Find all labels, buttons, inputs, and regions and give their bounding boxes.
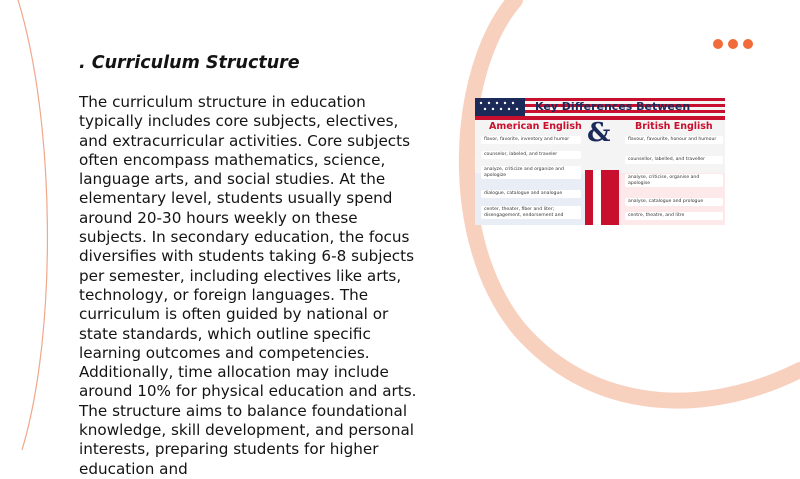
english-differences-image <box>475 98 725 225</box>
american-row: counselor, labeled, and traveler <box>481 151 581 159</box>
british-row: analyse, catalogue and prologue <box>625 198 723 206</box>
american-row: flavor, favorite, inventory and humor <box>481 136 581 144</box>
british-english-heading: British English <box>635 121 713 132</box>
american-english-heading: American English <box>489 121 582 132</box>
left-thin-arc <box>18 0 47 450</box>
dot-icon <box>728 39 738 49</box>
british-row: flavour, favourite, honour and humour <box>625 136 723 144</box>
british-row: centre, theatre, and litre <box>625 212 723 220</box>
british-row: counsellor, labelled, and traveller <box>625 156 723 164</box>
ampersand: & <box>587 118 611 148</box>
american-row: center, theater, fiber and liter; disengagement, endorsement and <box>481 206 581 219</box>
dot-icon <box>713 39 723 49</box>
american-row: dialogue, catalogue and analogue <box>481 190 581 198</box>
figure-title: Key Differences Between <box>535 100 691 113</box>
british-row: analyse, criticise, organise and apologise <box>625 174 723 187</box>
menu-dots[interactable] <box>713 39 753 49</box>
slide-body-text: The curriculum structure in education typically includes core subjects, electives, and extracurricular activities. Core subjects often encompass mathematics, science, language arts, and social studies. At the elementary level, students usually spend around 20-30 hours weekly on these subjects. In secondary education, the focus diversifies with students taking 6-8 subjects per semester, including electives like arts, technology, or foreign languages. The curriculum is often guided by national or state standards, which outline specific learning outcomes and competencies. Additionally, time allocation may include around 10% for physical education and arts. The structure aims to balance foundational knowledge, skill development, and personal interests, preparing students for higher education and <box>79 93 417 478</box>
dot-icon <box>743 39 753 49</box>
slide-title: . Curriculum Structure <box>79 53 300 73</box>
american-row: analyze, criticize and organize and apologize <box>481 166 581 179</box>
